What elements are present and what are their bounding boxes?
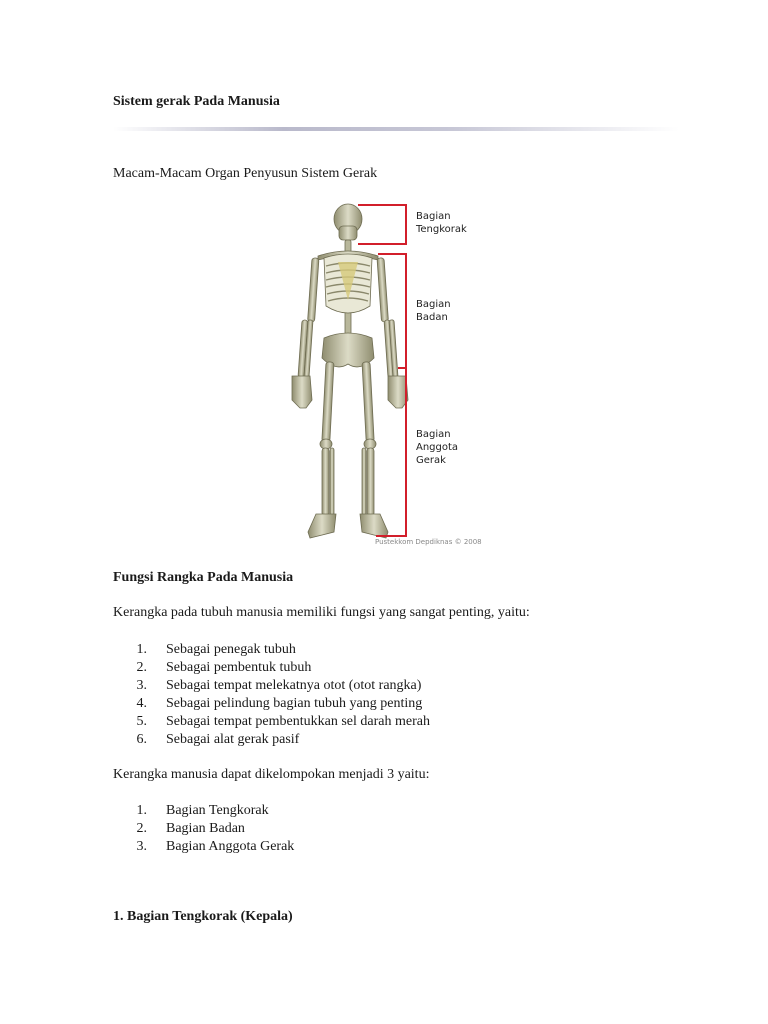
list-item: 6. Sebagai alat gerak pasif — [136, 732, 300, 747]
section2-intro: Kerangka manusia dapat dikelompokan menjadi 3 yaitu: — [113, 767, 430, 782]
image-credit: Pustekkom Depdiknas © 2008 — [375, 538, 482, 546]
list-item: 4. Sebagai pelindung bagian tubuh yang penting — [136, 696, 423, 711]
section1-intro: Kerangka pada tubuh manusia memiliki fungsi yang sangat penting, yaitu: — [113, 605, 530, 620]
kelompok-kerangka-list — [113, 802, 294, 856]
list-item: 5. Sebagai tempat pembentukkan sel darah merah — [136, 714, 430, 729]
list-item: 2. Bagian Badan — [136, 821, 245, 836]
label-bagian-tengkorak: Bagian Tengkorak — [416, 211, 467, 235]
list-item: 1. Sebagai penegak tubuh — [136, 642, 296, 657]
list-item: 2. Sebagai pembentuk tubuh — [136, 660, 312, 675]
section-heading-bagian-tengkorak: 1. Bagian Tengkorak (Kepala) — [113, 909, 293, 924]
bracket-head — [358, 205, 406, 244]
fungsi-rangka-list — [113, 641, 430, 749]
list-item: 3. Sebagai tempat melekatnya otot (otot rangka) — [136, 678, 422, 693]
section-heading-fungsi-rangka: Fungsi Rangka Pada Manusia — [113, 570, 294, 585]
title-divider — [113, 127, 679, 131]
skeleton-illustration — [280, 196, 500, 552]
skeleton-figure — [280, 196, 500, 552]
list-item: 3. Bagian Anggota Gerak — [136, 839, 295, 854]
figure-caption: Macam-Macam Organ Penyusun Sistem Gerak — [113, 166, 378, 181]
label-bagian-badan: Bagian Badan — [416, 299, 451, 323]
list-item: 1. Bagian Tengkorak — [136, 803, 269, 818]
label-bagian-anggota-gerak: Bagian Anggota Gerak — [416, 429, 459, 466]
document-title: Sistem gerak Pada Manusia — [113, 94, 280, 109]
